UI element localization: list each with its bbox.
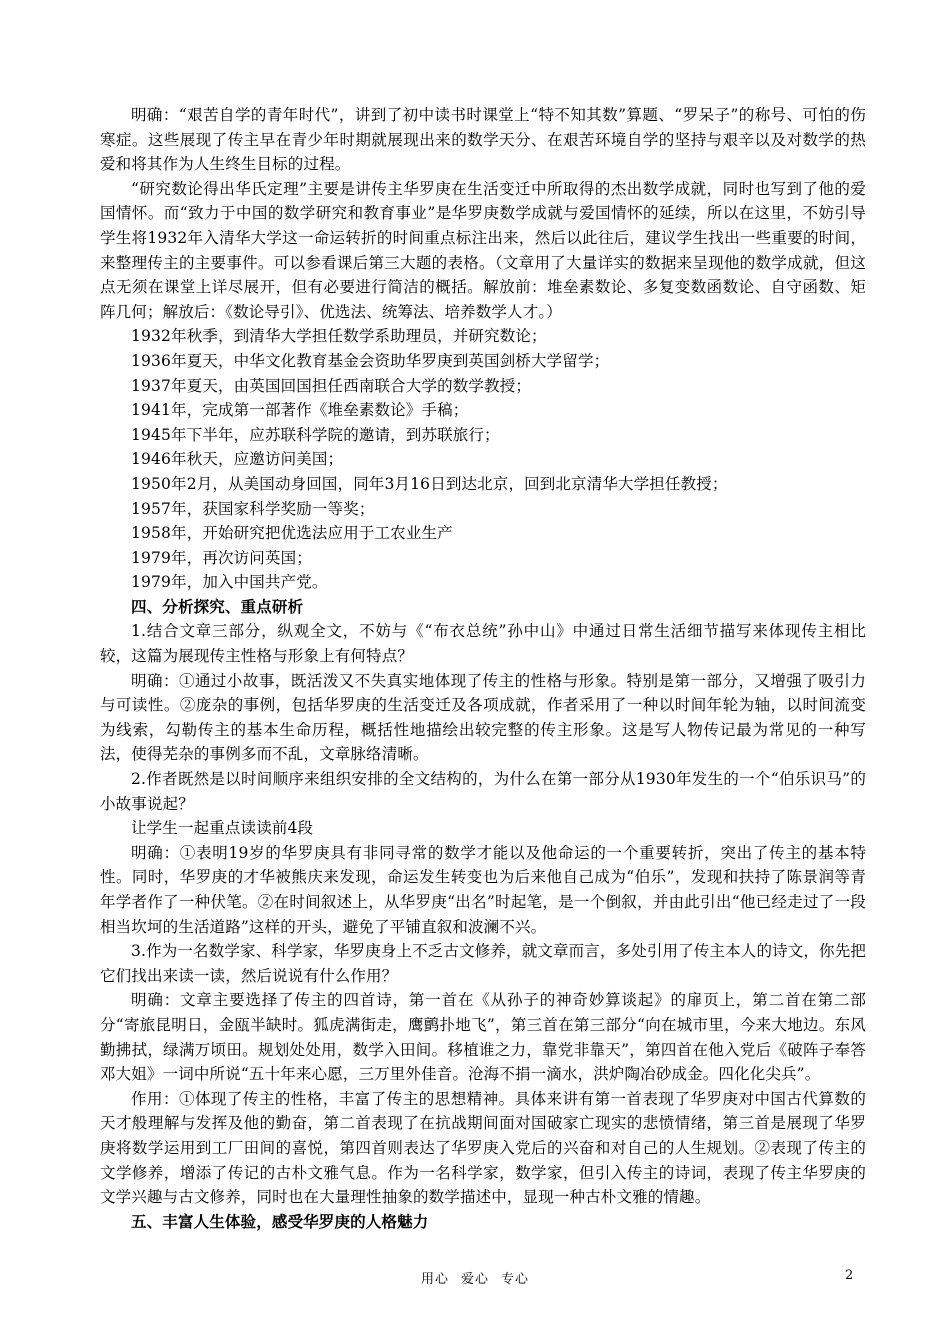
question-paragraph: 3.作为一名数学家、科学家，华罗庚身上不乏古文修养，就文章而言，多处引用了传主本人的诗文，你先把它们找出来读一读，然后说说有什么作用？ [100,942,866,985]
timeline-item: 1941年，完成第一部著作《堆垒素数论》手稿； [131,401,469,420]
timeline-item: 1936年夏天，中华文化教育基金会资助华罗庚到英国剑桥大学留学； [131,351,610,370]
document-body [100,103,866,1234]
paragraph: 明确：“艰苦自学的青年时代”，讲到了初中读书时课堂上“特不知其数”算题、“罗呆子”的称号、可怕的伤寒症。这些展现了传主早在青少年时期就展现出来的数学天分、在艰苦环境自学的坚持与艰辛以及对数学的热爱和将其作为人生终生目标的过程。 [100,106,866,174]
footer-motto [0,1268,950,1287]
question-paragraph: 2.作者既然是以时间顺序来组织安排的全文结构的，为什么在第一部分从1930年发生的一个“伯乐识马”的小故事说起？ [100,770,866,813]
timeline-item: 1945年下半年，应苏联科学院的邀请，到苏联旅行； [131,425,500,444]
timeline-item: 1979年，再次访问英国； [131,548,312,567]
timeline-item: 1957年，获国家科学奖励一等奖； [131,499,375,518]
answer-paragraph: 明确：文章主要选择了传主的四首诗，第一首在《从孙子的神奇妙算谈起》的扉页上，第二首在第二部分“寄旅昆明日，金瓯半缺时。狐虎满街走，鹰鹯扑地飞”，第三首在第三部分“向在城市里，今来大地边。东风勤拂拭，绿满万顷田。规划处处用，数学入田间。移植谁之力，靠党非靠天”，第四首在他入党后《破阵子奉答邓大姐》一词中所说“五十年来心愿，三万里外佳音。沧海不捐一滴水，洪炉陶冶砂成金。四化化尖兵”。 [100,991,866,1084]
timeline-item: 1958年，开始研究把优选法应用于工农业生产 [131,524,453,543]
timeline-item: 1932年秋季，到清华大学担任数学系助理员，并研究数论； [131,327,547,346]
question-paragraph: 1.结合文章三部分，纵观全文，不妨与《“布衣总统”孙中山》中通过日常生活细节描写来体现传主相比较，这篇为展现传主性格与形象上有何特点？ [100,622,866,666]
section-heading: 四、分析探究、重点研析 [131,596,304,616]
footer-motto-word: 专心 [501,1272,530,1287]
answer-paragraph: 明确：①表明19岁的华罗庚具有非同寻常的数学才能以及他命运的一个重要转折，突出了传主的基本特性。同时，华罗庚的才华被熊庆来发现，命运发生转变也为后来他自己成为“伯乐”，发现和扶持了陈景润等青年学者作了一种伏笔。②在时间叙述上，从华罗庚“出名”时起笔，是一个倒叙，并由此引出“他已经走过了一段相当坎坷的生活道路”这样的开头，避免了平铺直叙和波澜不兴。 [100,843,866,936]
page-number: 2 [845,1268,854,1283]
footer-motto-word: 爱心 [460,1272,489,1287]
footer-motto-word: 用心 [420,1272,449,1287]
answer-paragraph: 明确：①通过小故事，既活泼又不失真实地体现了传主的性格与形象。特别是第一部分，又增强了吸引力与可读性。②庞杂的事例，包括华罗庚的生活变迁及各项成就，作者采用了一种以时间年轮为轴，以时间流变为线索，勾勒传主的基本生命历程，概括性地描绘出较完整的传主形象。这是写人物传记最为常见的一种写法，使得芜杂的事例多而不乱，文章脉络清晰。 [100,671,866,764]
timeline-item: 1937年夏天，由英国回国担任西南联合大学的数学教授； [131,376,531,395]
timeline-item: 1946年秋天，应邀访问美国； [131,450,344,469]
answer-paragraph: 作用：①体现了传主的性格，丰富了传主的思想精神。具体来讲有第一首表现了华罗庚对中国古代算数的天才般理解与发挥及他的勤奋，第二首表现了在抗战期间面对国破家亡现实的悲愤情绪，第三首是展现了华罗庚将数学运用到工厂田间的喜悦，第四首则表达了华罗庚入党后的兴奋和对自己的人生规划。②表现了传主的文学修养，增添了传记的古朴文雅气息。作为一名科学家，数学家，但引入传主的诗词，表现了传主华罗庚的文学兴趣与古文修养，同时也在大量理性抽象的数学描述中，显现一种古朴文雅的情趣。 [100,1089,866,1207]
paragraph: “研究数论得出华氏定理”主要是讲传主华罗庚在生活变迁中所取得的杰出数学成就，同时也写到了他的爱国情怀。而“致力于中国的数学研究和教育事业”是华罗庚数学成就与爱国情怀的延续，所以在这里，不妨引导学生将1932年入清华大学这一命运转折的时间重点标注出来，然后以此往后，建议学生找出一些重要的时间，来整理传主的主要事件。可以参看课后第三大题的表格。（文章用了大量详实的数据来呈现他的数学成就，但这点无须在课堂上详尽展开，但有必要进行简洁的概括。解放前：堆垒素数论、多复变数函数论、自守函数、矩阵几何；解放后：《数论导引》、优选法、统筹法、培养数学人才。） [100,179,866,321]
timeline-item: 1950年2月，从美国动身回国，同年3月16日到达北京，回到北京清华大学担任教授； [131,474,728,493]
timeline-item: 1979年，加入中国共产党。 [131,573,328,592]
section-heading: 五、丰富人生体验，感受华罗庚的人格魅力 [131,1211,429,1231]
instruction-paragraph: 让学生一起重点读读前4段 [131,819,314,838]
